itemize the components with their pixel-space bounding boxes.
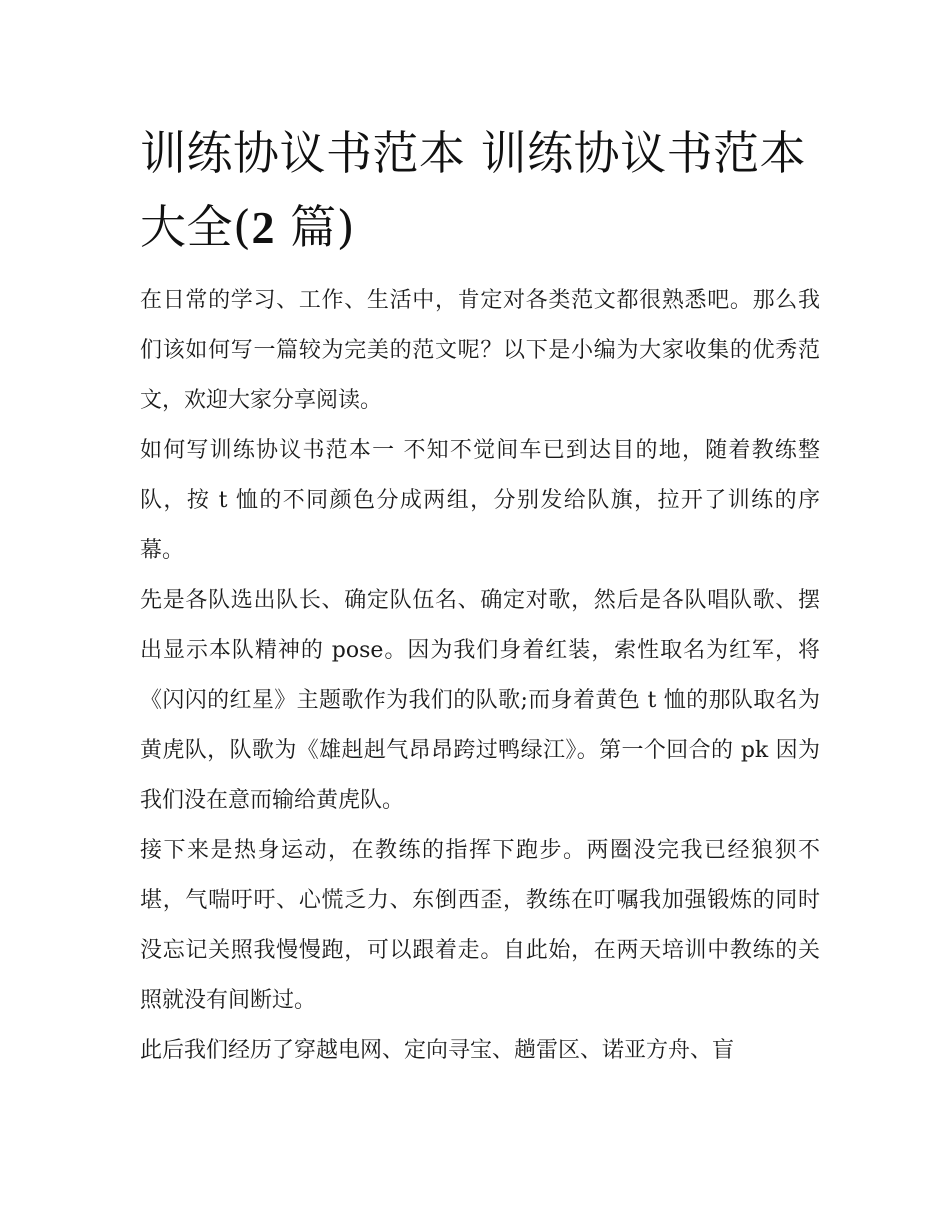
paragraph-activities: 此后我们经历了穿越电网、定向寻宝、趟雷区、诺亚方舟、盲 <box>140 1038 735 1063</box>
document-title-text: 训练协议书范本 训练协议书范本大全( <box>140 126 807 254</box>
document-title-number: 2 <box>251 202 275 253</box>
paragraph-warmup: 接下来是热身运动，在教练的指挥下跑步。两圈没完我已经狼狈不堪，气喘吁吁、心慌乏力、东倒西歪，教练在叮嘱我加强锻炼的同时没忘记关照我慢慢跑，可以跟着走。自此始，在两天培训中教练的关照就没有间断过。 <box>140 838 820 1013</box>
document-title-suffix: 篇) <box>274 200 356 254</box>
paragraph-teams: 先是各队选出队长、确定队伍名、确定对歌，然后是各队唱队歌、摆出显示本队精神的 pose。因为我们身着红装，索性取名为红军，将《闪闪的红星》主题歌作为我们的队歌;而身着黄色 t 恤的那队取名为黄虎队，队歌为《雄赳赳气昂昂跨过鸭绿江》。第一个回合的 pk 因为我们没在意而输给黄虎队。 <box>140 588 820 813</box>
paragraph-arrival: 如何写训练协议书范本一 不知不觉间车已到达目的地，随着教练整队，按 t 恤的不同颜色分成两组，分别发给队旗，拉开了训练的序幕。 <box>140 438 820 563</box>
document-body <box>140 276 820 1076</box>
paragraph-intro: 在日常的学习、工作、生活中，肯定对各类范文都很熟悉吧。那么我们该如何写一篇较为完美的范文呢？以下是小编为大家收集的优秀范文，欢迎大家分享阅读。 <box>140 288 820 413</box>
document-title <box>140 116 820 265</box>
